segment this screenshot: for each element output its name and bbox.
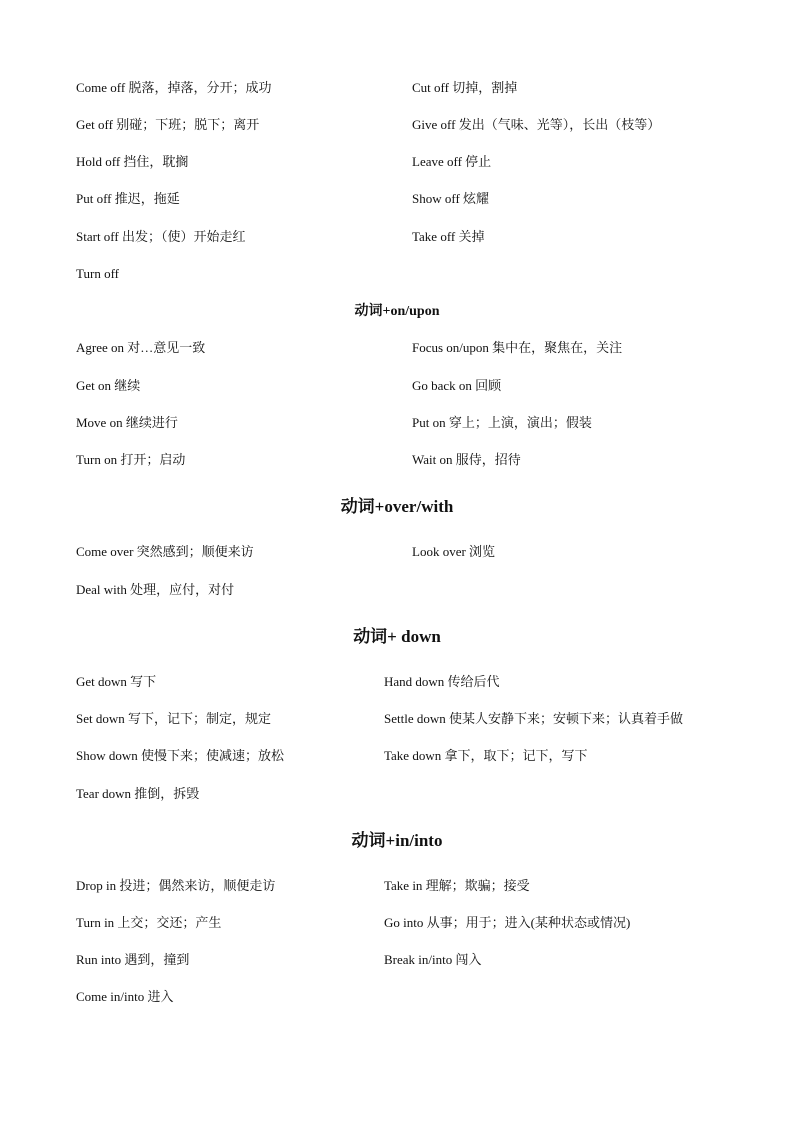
phrase-entry: Break in/into 闯入 bbox=[384, 952, 482, 967]
phrase-row bbox=[76, 912, 754, 934]
phrase-entry: Turn off bbox=[76, 266, 119, 281]
section-heading: 动词+on/upon bbox=[354, 304, 440, 319]
phrase-entry: Get on 继续 bbox=[76, 378, 141, 393]
phrase-row bbox=[76, 188, 754, 210]
phrase-entry: Show down 使慢下来；使减速；放松 bbox=[76, 748, 285, 763]
section-heading: 动词+in/into bbox=[351, 831, 443, 850]
phrase-row bbox=[76, 875, 754, 897]
section-heading: 动词+ down bbox=[353, 627, 441, 646]
phrase-entry: Put on 穿上；上演，演出；假装 bbox=[412, 415, 592, 430]
phrase-entry: Give off 发出（气味、光等），长出（枝等） bbox=[412, 117, 661, 132]
phrase-row bbox=[76, 226, 754, 248]
phrase-entry: Wait on 服侍，招待 bbox=[412, 452, 521, 467]
phrase-entry: Take down 拿下，取下；记下，写下 bbox=[384, 748, 588, 763]
phrase-entry: Turn on 打开；启动 bbox=[76, 452, 186, 467]
phrase-row bbox=[76, 541, 754, 563]
phrase-entry: Get off 别碰；下班；脱下；离开 bbox=[76, 117, 260, 132]
phrase-entry: Move on 继续进行 bbox=[76, 415, 178, 430]
phrase-row bbox=[76, 783, 754, 805]
phrase-entry: Leave off 停止 bbox=[412, 154, 492, 169]
phrase-row bbox=[76, 449, 754, 471]
phrase-entry: Go into 从事；用于；进入(某种状态或情况) bbox=[384, 915, 631, 930]
phrase-entry: Take in 理解；欺骗；接受 bbox=[384, 878, 530, 893]
phrase-entry: Come off 脱落，掉落，分开；成功 bbox=[76, 80, 272, 95]
phrase-row bbox=[76, 337, 754, 359]
phrase-row bbox=[76, 263, 754, 285]
phrase-row bbox=[76, 151, 754, 173]
phrase-row bbox=[76, 671, 754, 693]
phrase-row bbox=[76, 77, 754, 99]
phrase-entry: Hold off 挡住，耽搁 bbox=[76, 154, 189, 169]
phrase-row bbox=[76, 986, 754, 1008]
phrase-row bbox=[76, 708, 754, 730]
phrase-row bbox=[76, 412, 754, 434]
phrase-entry: Go back on 回顾 bbox=[412, 378, 502, 393]
phrase-entry: Cut off 切掉，割掉 bbox=[412, 80, 518, 95]
phrase-entry: Deal with 处理，应付，对付 bbox=[76, 582, 235, 597]
phrase-entry: Set down 写下，记下；制定，规定 bbox=[76, 711, 272, 726]
phrase-entry: Come over 突然感到；顺便来访 bbox=[76, 544, 254, 559]
phrase-entry: Start off 出发；（使）开始走红 bbox=[76, 229, 246, 244]
phrase-entry: Look over 浏览 bbox=[412, 544, 496, 559]
phrase-row bbox=[76, 745, 754, 767]
phrase-entry: Take off 关掉 bbox=[412, 229, 485, 244]
phrase-row bbox=[76, 949, 754, 971]
phrase-row bbox=[76, 375, 754, 397]
phrase-entry: Come in/into 进入 bbox=[76, 989, 174, 1004]
phrase-entry: Drop in 投进；偶然来访，顺便走访 bbox=[76, 878, 276, 893]
phrase-entry: Hand down 传给后代 bbox=[384, 674, 500, 689]
phrase-entry: Agree on 对…意见一致 bbox=[76, 340, 206, 355]
phrase-entry: Get down 写下 bbox=[76, 674, 157, 689]
phrase-row bbox=[76, 114, 754, 136]
phrase-entry: Turn in 上交；交还；产生 bbox=[76, 915, 222, 930]
phrase-entry: Show off 炫耀 bbox=[412, 191, 490, 206]
phrase-row bbox=[76, 579, 754, 601]
phrase-entry: Focus on/upon 集中在，聚焦在，关注 bbox=[412, 340, 623, 355]
phrase-entry: Put off 推迟，拖延 bbox=[76, 191, 180, 206]
phrase-entry: Tear down 推倒，拆毁 bbox=[76, 786, 200, 801]
section-heading: 动词+over/with bbox=[340, 497, 454, 516]
phrase-entry: Run into 遇到，撞到 bbox=[76, 952, 190, 967]
phrase-entry: Settle down 使某人安静下来；安顿下来；认真着手做 bbox=[384, 711, 683, 726]
